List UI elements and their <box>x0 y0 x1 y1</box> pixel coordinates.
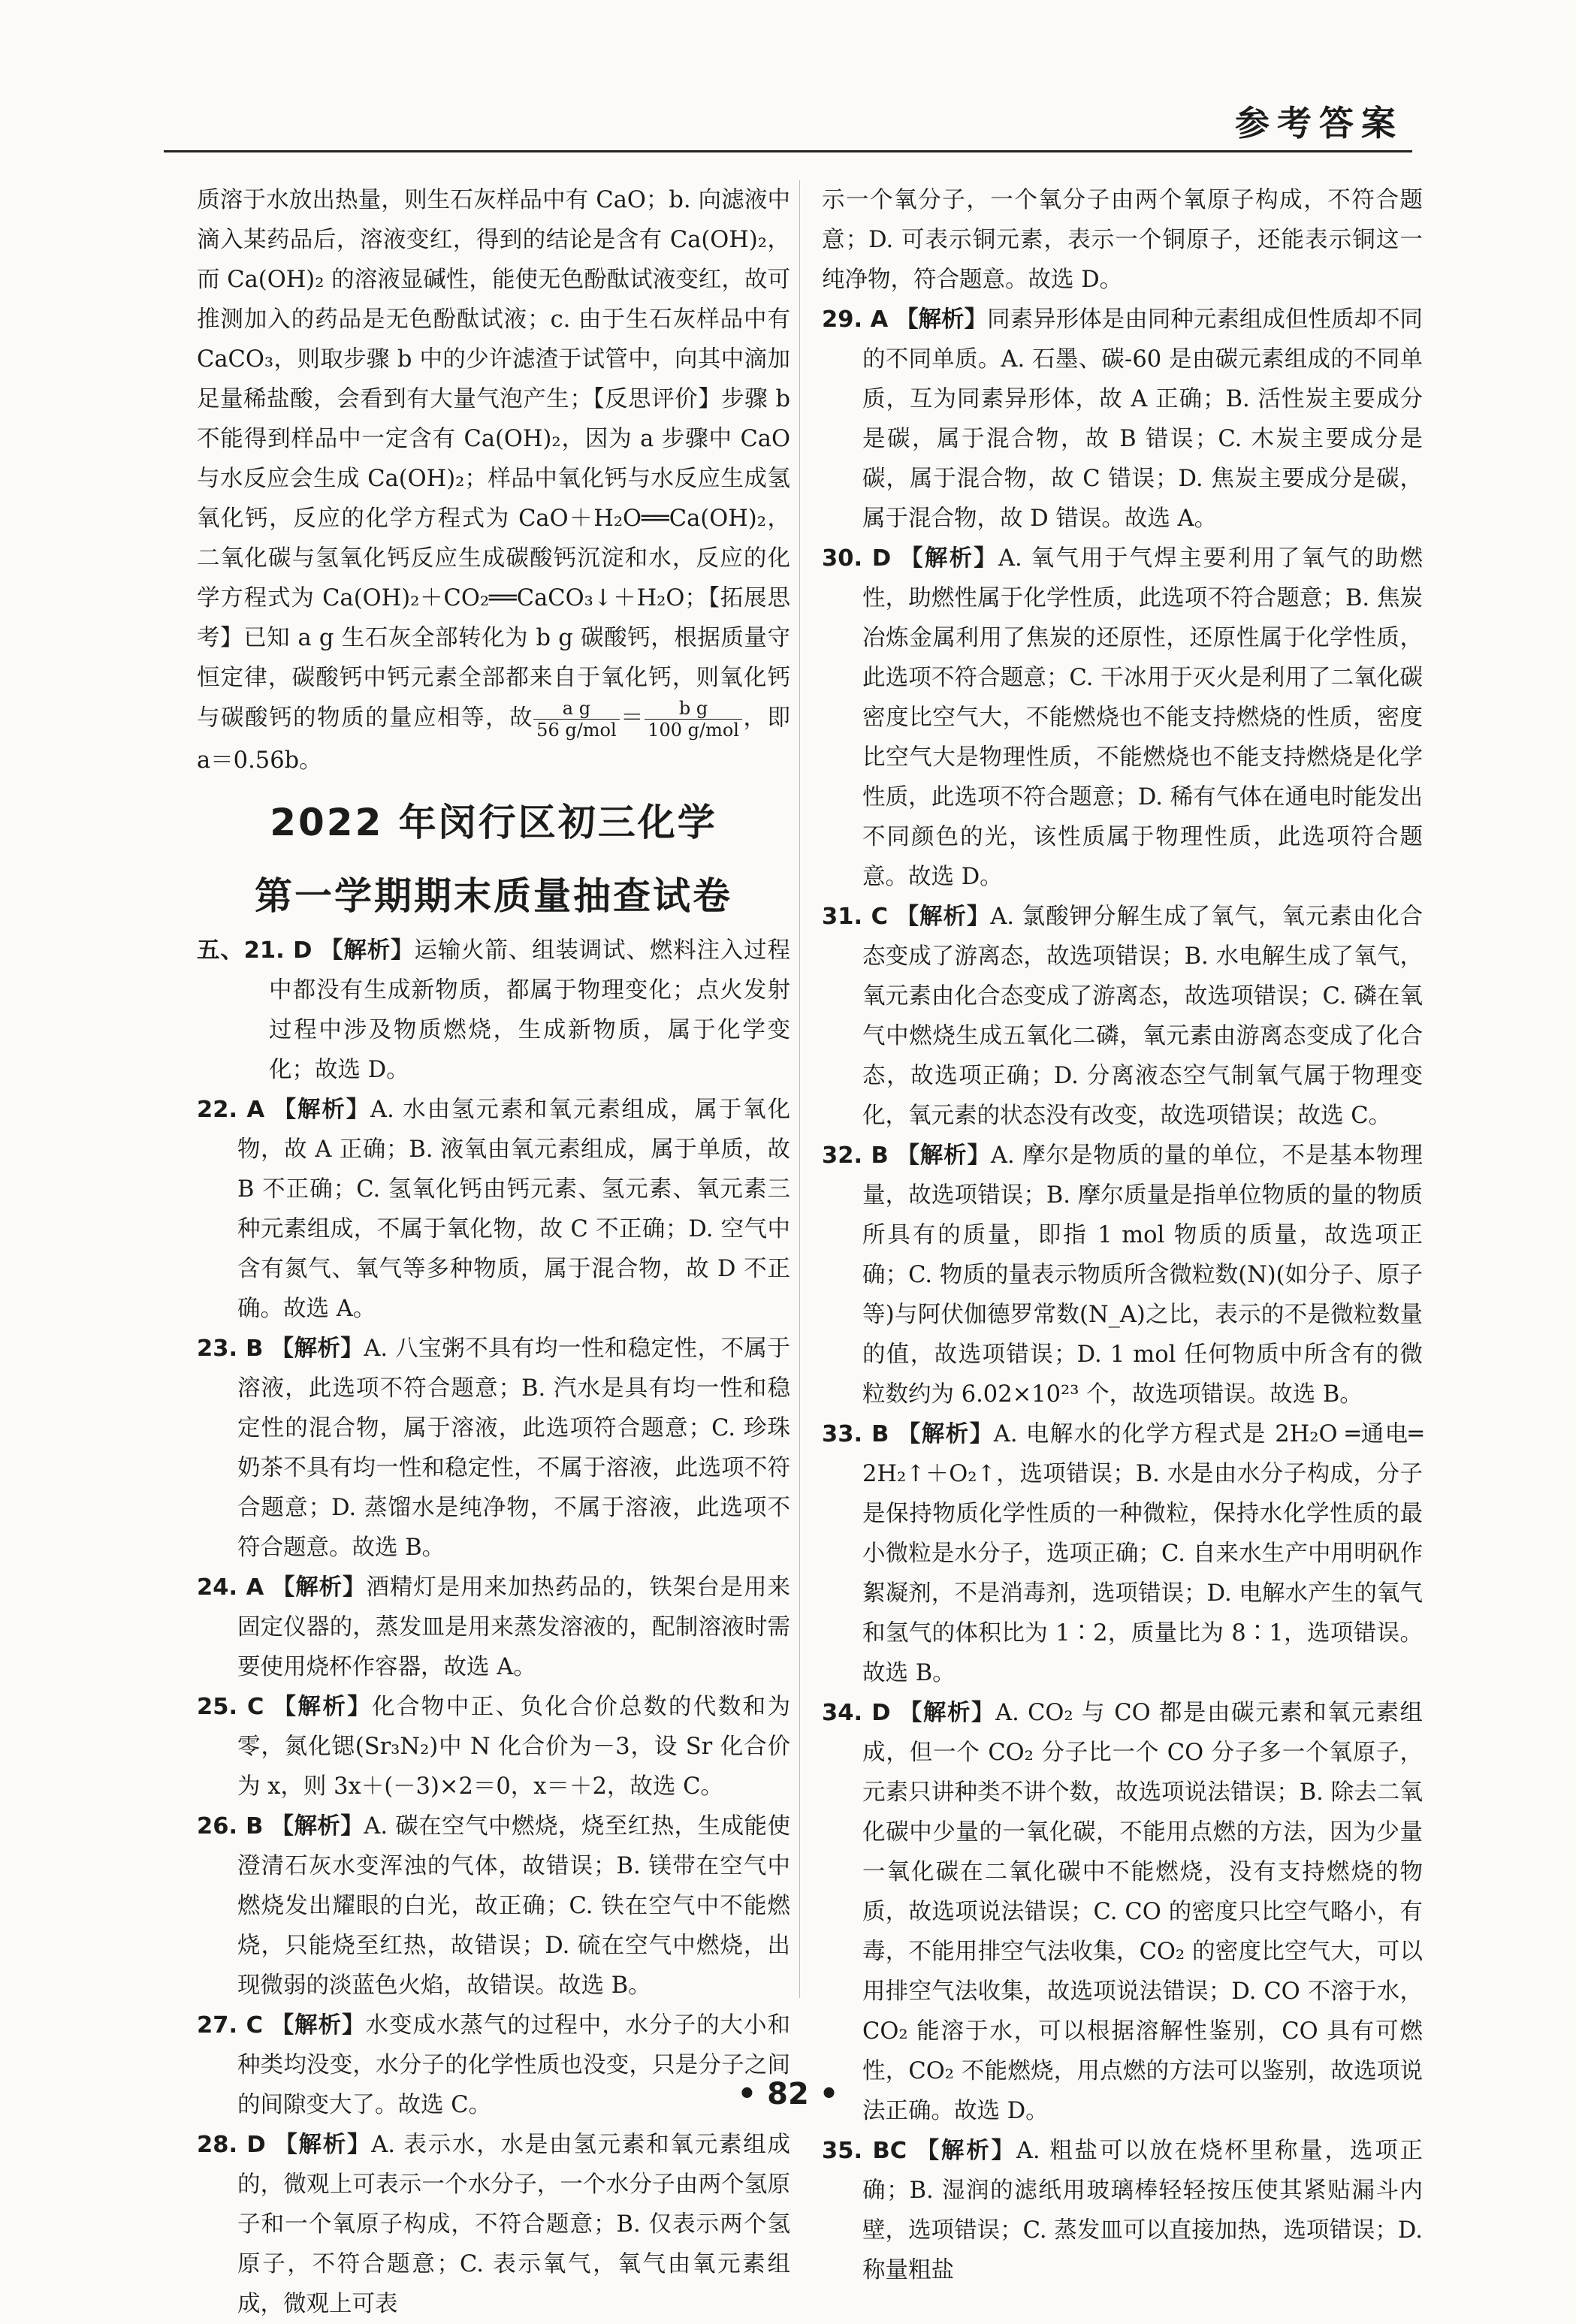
answer-item-28-continued: 示一个氧分子，一个氧分子由两个氧原子构成，不符合题意；D. 可表示铜元素，表示一个铜原子，还能表示铜这一纯净物，符合题意。故选 D。 <box>822 187 1423 293</box>
answer-number: 27. C <box>197 2012 263 2039</box>
analysis-tag: 【解析】 <box>916 2138 1016 2164</box>
fraction-a-numerator: a g <box>533 698 620 720</box>
answer-text: 水变成水蒸气的过程中，水分子的大小和种类均没变，水分子的化学性质也没变，只是分子之间的间隙变大了。故选 C。 <box>237 2012 790 2118</box>
analysis-tag: 【解析】 <box>895 306 988 333</box>
answer-item-25 <box>197 1687 790 1806</box>
page-number: • 82 • <box>737 2077 839 2111</box>
column-divider <box>799 180 800 1998</box>
analysis-tag: 【解析】 <box>270 2012 366 2039</box>
analysis-tag: 【解析】 <box>270 1336 364 1362</box>
right-column <box>822 180 1423 2290</box>
header-rule <box>164 150 1412 152</box>
answer-item-26 <box>197 1806 790 2006</box>
answer-text: 运输火箭、组装调试、燃料注入过程中都没有生成新物质，都属于物理变化；点火发射过程中涉及物质燃烧，生成新物质，属于化学变化；故选 D。 <box>269 937 791 1083</box>
answer-item-24 <box>197 1568 790 1687</box>
analysis-tag: 【解析】 <box>896 1142 991 1169</box>
answer-text: 酒精灯是用来加热药品的，铁架台是用来固定仪器的，蒸发皿是用来蒸发溶液的，配制溶液时需要使用烧杯作容器，故选 A。 <box>237 1574 791 1680</box>
left-intro-text: 质溶于水放出热量，则生石灰样品中有 CaO；b. 向滤液中滴入某药品后，溶液变红，得到的结论是含有 Ca(OH)₂，而 Ca(OH)₂ 的溶液显碱性，能使无色酚酞试液变红，故可推测加入的药品是无色酚酞试液；c. 由于生石灰样品中有 CaCO₃，则取步骤 b 中的少许滤渣于试管中，向其中滴加足量稀盐酸，会看到有大量气泡产生；【反思评价】步骤 b 不能得到样品中一定含有 Ca(OH)₂，因为 a 步骤中 CaO 与水反应会生成 Ca(OH)₂；样品中氧化钙与水反应生成氢氧化钙，反应的化学方程式为 CaO＋H₂O══Ca(OH)₂，二氧化碳与氢氧化钙反应生成碳酸钙沉淀和水，反应的化学方程式为 Ca(OH)₂＋CO₂══CaCO₃↓＋H₂O；【拓展思考】已知 a g 生石灰全部转化为 b g 碳酸钙，根据质量守恒定律，碳酸钙中钙元素全部都来自于氧化钙，则氧化钙与碳酸钙的物质的量应相等，故 <box>197 187 790 732</box>
answer-number: 26. B <box>197 1813 264 1840</box>
answer-item-35 <box>822 2131 1423 2290</box>
analysis-tag: 【解析】 <box>900 545 999 572</box>
answer-number: 30. D <box>822 545 892 572</box>
left-intro-end: ，即 a＝0.56b。 <box>197 705 791 774</box>
answer-item-33 <box>822 1414 1423 1693</box>
answer-item-22 <box>197 1090 790 1329</box>
answer-number: 23. B <box>197 1336 264 1362</box>
page-header-title: 参考答案 <box>1235 103 1403 143</box>
answer-number: 32. B <box>822 1142 889 1169</box>
analysis-tag: 【解析】 <box>898 1700 996 1726</box>
exam-title-line-2: 第一学期期末质量抽查试卷 <box>255 874 732 918</box>
analysis-tag: 【解析】 <box>270 1813 364 1840</box>
analysis-tag: 【解析】 <box>320 937 415 964</box>
answer-text: A. 电解水的化学方程式是 2H₂O ═通电═ 2H₂↑＋O₂↑，选项错误；B. 水是由水分子构成，分子是保持物质化学性质的一种微粒，保持水化学性质的最小微粒是水分子，选项正确；C. 自来水生产中用明矾作絮凝剂，不是消毒剂，选项错误；D. 电解水产生的氧气和氢气的体积比为 1∶2，质量比为 8∶1，选项错误。故选 B。 <box>862 1421 1424 1686</box>
analysis-tag: 【解析】 <box>273 1097 371 1123</box>
analysis-tag: 【解析】 <box>273 1694 373 1720</box>
answer-number: 34. D <box>822 1700 891 1726</box>
fraction-a-denominator: 56 g/mol <box>536 720 617 741</box>
answer-text: A. 粗盐可以放在烧杯里称量，选项正确；B. 湿润的滤纸用玻璃棒轻轻按压使其紧贴漏斗内壁，选项错误；C. 蒸发皿可以直接加热，选项错误；D. 称量粗盐 <box>862 2138 1424 2283</box>
analysis-tag: 【解析】 <box>274 2132 372 2158</box>
fraction-b <box>645 698 742 741</box>
analysis-tag: 【解析】 <box>271 1574 367 1601</box>
analysis-tag: 【解析】 <box>897 1421 994 1447</box>
answer-text: A. 氧气用于气焊主要利用了氧气的助燃性，助燃性属于化学性质，此选项不符合题意；B. 焦炭冶炼金属利用了焦炭的还原性，还原性属于化学性质，此选项不符合题意；C. 干冰用于灭火是利用了二氧化碳密度比空气大，不能燃烧也不能支持燃烧的性质，密度比空气大是物理性质，不能燃烧也不能支持燃烧是化学性质，此选项不符合题意；D. 稀有气体在通电时能发出不同颜色的光，该性质属于物理性质，此选项符合题意。故选 D。 <box>862 545 1424 890</box>
answer-number: 22. A <box>197 1097 265 1123</box>
answer-number: 28. D <box>197 2132 266 2158</box>
exam-title-line-1: 2022 年闵行区初三化学 <box>270 801 717 844</box>
answer-item-30 <box>822 539 1423 897</box>
answer-item-29 <box>822 300 1423 539</box>
analysis-tag: 【解析】 <box>895 904 991 930</box>
answer-text: A. 表示水，水是由氢元素和氧元素组成的，微观上可表示一个水分子，一个水分子由两个氢原子和一个氧原子构成，不符合题意；B. 仅表示两个氢原子，不符合题意；C. 表示氧气，氧气由氧元素组成，微观上可表 <box>237 2132 791 2317</box>
answer-item-23 <box>197 1329 790 1568</box>
equals-sign: ＝ <box>619 705 645 732</box>
answer-number: 29. A <box>822 306 889 333</box>
answer-text: A. 碳在空气中燃烧，烧至红热，生成能使澄清石灰水变浑浊的气体，故错误；B. 镁带在空气中燃烧发出耀眼的白光，故正确；C. 铁在空气中不能燃烧，只能烧至红热，故错误；D. 硫在空气中燃烧，出现微弱的淡蓝色火焰，故错误。故选 B。 <box>237 1813 790 1999</box>
fraction-b-numerator: b g <box>645 698 742 720</box>
fraction-a <box>533 698 620 741</box>
answer-text: 同素异形体是由同种元素组成但性质却不同的不同单质。A. 石墨、碳-60 是由碳元素组成的不同单质，互为同素异形体，故 A 正确；B. 活性炭主要成分是碳，属于混合物，故 B 错误；C. 木炭主要成分是碳，属于混合物，故 C 错误；D. 焦炭主要成分是碳，属于混合物，故 D 错误。故选 A。 <box>862 306 1423 532</box>
answer-text: A. 氯酸钾分解生成了氧气，氧元素由化合态变成了游离态，故选项错误；B. 水电解生成了氧气，氧元素由化合态变成了游离态，故选项错误；C. 磷在氧气中燃烧生成五氧化二磷，氧元素由游离态变成了化合态，故选项正确；D. 分离液态空气制氧气属于物理变化，氧元素的状态没有改变，故选项错误；故选 C。 <box>862 904 1423 1129</box>
left-intro <box>197 180 790 780</box>
answer-number: 五、21. D <box>197 937 312 964</box>
answer-number: 35. BC <box>822 2138 907 2164</box>
answer-item-31 <box>822 897 1423 1136</box>
answer-text: A. 水由氢元素和氧元素组成，属于氧化物，故 A 正确；B. 液氧由氧元素组成，属于单质，故 B 不正确；C. 氢氧化钙由钙元素、氢元素、氧元素三种元素组成，不属于氧化物，故 C 不正确；D. 空气中含有氮气、氧气等多种物质，属于混合物，故 D 不正确。故选 A。 <box>237 1097 790 1322</box>
left-column <box>197 180 790 2324</box>
answer-number: 31. C <box>822 904 888 930</box>
answer-item-28 <box>197 2125 790 2324</box>
answer-text: A. 摩尔是物质的量的单位，不是基本物理量，故选项错误；B. 摩尔质量是指单位物质的量的物质所具有的质量，即指 1 mol 物质的质量，故选项正确；C. 物质的量表示物质所含微粒数(N)(如分子、原子等)与阿伏伽德罗常数(N_A)之比，表示的不是微粒数量的值，故选项错误；D. 1 mol 任何物质中所含有的微粒数约为 6.02×10²³ 个，故选项错误。故选 B。 <box>862 1142 1423 1408</box>
answer-item-21 <box>197 931 790 1090</box>
fraction-b-denominator: 100 g/mol <box>648 720 739 741</box>
answer-item-32 <box>822 1136 1423 1414</box>
answer-item-34 <box>822 1693 1423 2131</box>
answer-text: A. 八宝粥不具有均一性和稳定性，不属于溶液，此选项不符合题意；B. 汽水是具有均一性和稳定性的混合物，属于溶液，此选项符合题意；C. 珍珠奶茶不具有均一性和稳定性，不属于溶液，此选项不符合题意；D. 蒸馏水是纯净物，不属于溶液，此选项不符合题意。故选 B。 <box>237 1336 790 1561</box>
answer-text: 化合物中正、负化合价总数的代数和为零，氮化锶(Sr₃N₂)中 N 化合价为－3，设 Sr 化合价为 x，则 3x＋(－3)×2＝0，x＝＋2，故选 C。 <box>237 1694 790 1800</box>
answer-text: A. CO₂ 与 CO 都是由碳元素和氧元素组成，但一个 CO₂ 分子比一个 CO 分子多一个氧原子，元素只讲种类不讲个数，故选项说法错误；B. 除去二氧化碳中少量的一氧化碳，不能用点燃的方法，因为少量一氧化碳在二氧化碳中不能燃烧，没有支持燃烧的物质，故选项说法错误；C. CO 的密度只比空气略小，有毒，不能用排空气法收集，CO₂ 的密度比空气大，可以用排空气法收集，故选项说法错误；D. CO 不溶于水，CO₂ 能溶于水，可以根据溶解性鉴别，CO 具有可燃性，CO₂ 不能燃烧，用点燃的方法可以鉴别，故选项说法正确。故选 D。 <box>862 1700 1424 2124</box>
answer-number: 25. C <box>197 1694 264 1720</box>
answer-number: 33. B <box>822 1421 889 1447</box>
answer-number: 24. A <box>197 1574 264 1601</box>
